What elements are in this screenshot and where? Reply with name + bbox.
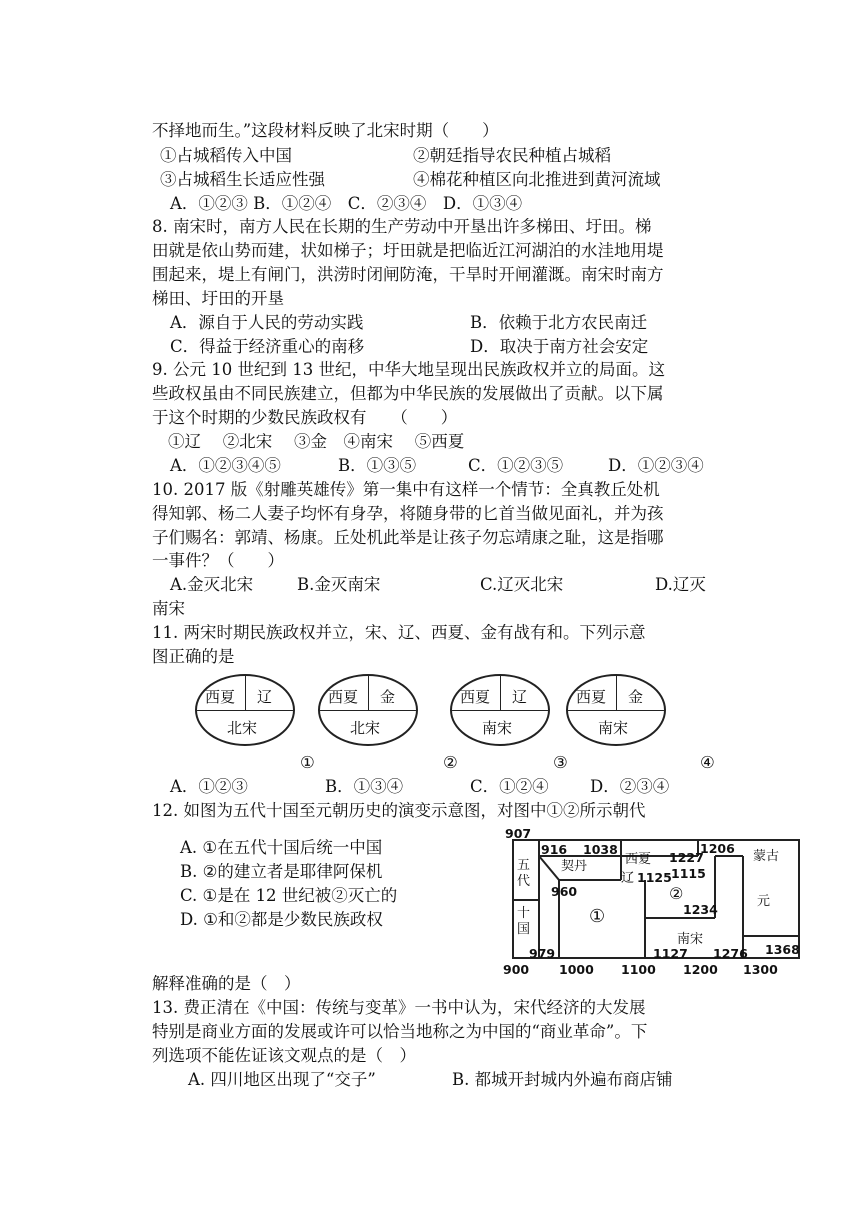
q12-option-a: A. ①在五代十国后统一中国 xyxy=(180,838,383,857)
q10-option-c: C.辽灭北宋 xyxy=(480,575,564,594)
year-label: 1127 xyxy=(653,946,688,961)
circle-label: 西夏 xyxy=(205,688,236,706)
q10-option-b: B.金灭南宋 xyxy=(297,575,381,594)
q8-stem-line: 田就是依山势而建，状如梯子；圩田就是把临近江河湖泊的水洼地用堤 xyxy=(152,241,664,260)
axis-tick: 1000 xyxy=(559,962,594,977)
q12-option-d: D. ①和②都是少数民族政权 xyxy=(180,910,383,929)
q12-option-c: C. ①是在 12 世纪被②灭亡的 xyxy=(180,886,398,905)
axis-tick: 1200 xyxy=(683,962,718,977)
q9-option-d: D．①②③④ xyxy=(608,456,704,475)
q11-diagram-2 xyxy=(318,674,418,746)
q11-diagram-number: ④ xyxy=(700,753,715,772)
year-label: 1276 xyxy=(713,946,748,961)
year-label: 1234 xyxy=(683,902,718,917)
q11-stem-line: 11. 两宋时期民族政权并立，宋、辽、西夏、金有战有和。下列示意 xyxy=(152,623,646,642)
q11-option-b: B．①③④ xyxy=(325,777,404,796)
axis-tick: 1100 xyxy=(621,962,656,977)
q11-diagram-3 xyxy=(450,674,550,746)
region-label: 元 xyxy=(757,894,771,909)
q12-stem-tail: 解释准确的是（ ） xyxy=(152,974,301,993)
q7-option-3: ③占城稻生长适应性强 xyxy=(160,170,325,189)
q11-option-d: D．②③④ xyxy=(590,777,670,796)
circle-label: 南宋 xyxy=(482,719,513,737)
year-label: 1115 xyxy=(671,866,706,881)
axis-tick: 900 xyxy=(503,962,530,977)
dynasty-timeline-diagram xyxy=(503,828,803,978)
circle-label: 西夏 xyxy=(576,688,607,706)
q11-diagram-number: ① xyxy=(300,753,315,772)
q11-diagram-number: ③ xyxy=(553,753,568,772)
year-label: 1125 xyxy=(637,870,672,885)
q9-stem-line: 些政权虽由不同民族建立，但都为中华民族的发展做出了贡献。以下属 xyxy=(152,384,664,403)
circle-label: 金 xyxy=(380,688,396,706)
q8-option-a: A．源自于人民的劳动实践 xyxy=(170,313,364,332)
region-label: 契丹 xyxy=(561,859,588,874)
q13-stem-line: 特别是商业方面的发展或许可以恰当地称之为中国的“商业革命”。下 xyxy=(152,1022,648,1041)
q10-stem-line: 子们赐名：郭靖、杨康。丘处机此举是让孩子勿忘靖康之耻，这是指哪 xyxy=(152,528,664,547)
region-marker: ① xyxy=(589,906,606,927)
q10-option-d-wrap: 南宋 xyxy=(152,599,185,618)
q9-items: ①辽 ②北宋 ③金 ④南宋 ⑤西夏 xyxy=(168,432,465,451)
q9-option-a: A．①②③④⑤ xyxy=(170,456,281,475)
year-label: 1038 xyxy=(583,842,618,857)
year-label: 960 xyxy=(551,884,578,899)
q11-stem-line: 图正确的是 xyxy=(152,647,235,666)
q13-option-a: A. 四川地区出现了“交子” xyxy=(188,1070,376,1089)
year-label: 1206 xyxy=(700,841,735,856)
q11-diagram-number: ② xyxy=(443,753,458,772)
q13-stem-line: 列选项不能佐证该文观点的是（ ） xyxy=(152,1046,416,1065)
circle-label: 西夏 xyxy=(328,688,359,706)
q11-diagram-1 xyxy=(195,674,295,746)
q10-option-d: D.辽灭 xyxy=(655,575,706,594)
q7-option-4: ④棉花种植区向北推进到黄河流域 xyxy=(413,170,661,189)
q10-stem-line: 一事件？（ ） xyxy=(152,551,284,570)
circle-label: 金 xyxy=(628,688,644,706)
region-label: 西夏 xyxy=(625,852,652,867)
region-label: 辽 xyxy=(621,871,635,886)
circle-label: 辽 xyxy=(257,688,273,706)
region-label: 南宋 xyxy=(677,932,704,947)
q13-option-b: B. 都城开封城内外遍布商店铺 xyxy=(452,1070,673,1089)
year-label: 916 xyxy=(541,842,568,857)
region-label: 五代 xyxy=(517,858,531,889)
q11-option-c: C．①②④ xyxy=(470,777,549,796)
q10-stem-line: 10. 2017 版《射雕英雄传》第一集中有这样一个情节：全真教丘处机 xyxy=(152,480,660,499)
year-label: 1368 xyxy=(765,942,800,957)
q13-stem-line: 13. 费正清在《中国：传统与变革》一书中认为，宋代经济的大发展 xyxy=(152,998,646,1017)
q9-option-b: B．①③⑤ xyxy=(338,456,417,475)
q9-stem-line: 9. 公元 10 世纪到 13 世纪，中华大地呈现出民族政权并立的局面。这 xyxy=(152,360,665,379)
q10-stem-line: 得知郭、杨二人妻子均怀有身孕，将随身带的匕首当做见面礼，并为孩 xyxy=(152,504,664,523)
q7-option-1: ①占城稻传入中国 xyxy=(160,146,292,165)
q12-option-b: B. ②的建立者是耶律阿保机 xyxy=(180,862,383,881)
axis-tick: 1300 xyxy=(743,962,778,977)
circle-label: 辽 xyxy=(512,688,528,706)
q8-option-b: B．依赖于北方农民南迁 xyxy=(470,313,648,332)
region-marker: ② xyxy=(669,884,684,903)
q7-answers: A．①②③ B．①②④ C．②③④ D．①③④ xyxy=(170,194,523,213)
q8-option-d: D．取决于南方社会安定 xyxy=(470,337,649,356)
q8-stem-line: 梯田、圩田的开垦 xyxy=(152,289,284,308)
q7-stem-tail: 不择地而生。”这段材料反映了北宋时期（ ） xyxy=(152,121,499,140)
q9-option-c: C．①②③⑤ xyxy=(468,456,564,475)
q9-stem-line: 于这个时期的少数民族政权有 （ ） xyxy=(152,408,458,427)
circle-label: 南宋 xyxy=(598,719,629,737)
year-label: 979 xyxy=(529,946,556,961)
circle-label: 西夏 xyxy=(460,688,491,706)
year-label: 1227 xyxy=(669,850,704,865)
region-label: 蒙古 xyxy=(753,849,780,864)
q8-stem-line: 8. 南宋时，南方人民在长期的生产劳动中开垦出许多梯田、圩田。梯 xyxy=(152,217,652,236)
q11-option-a: A．①②③ xyxy=(170,777,248,796)
q12-stem-line: 12. 如图为五代十国至元朝历史的演变示意图，对图中①②所示朝代 xyxy=(152,801,646,820)
q8-option-c: C．得益于经济重心的南移 xyxy=(170,337,365,356)
year-label: 907 xyxy=(505,826,532,841)
q7-option-2: ②朝廷指导农民种植占城稻 xyxy=(413,146,611,165)
q8-stem-line: 围起来，堤上有闸门，洪涝时闭闸防淹，干旱时开闸灌溉。南宋时南方 xyxy=(152,265,664,284)
circle-label: 北宋 xyxy=(350,719,381,737)
circle-label: 北宋 xyxy=(227,719,258,737)
region-label: 十国 xyxy=(517,906,531,937)
q11-diagram-4 xyxy=(566,674,666,746)
q10-option-a: A.金灭北宋 xyxy=(170,575,254,594)
